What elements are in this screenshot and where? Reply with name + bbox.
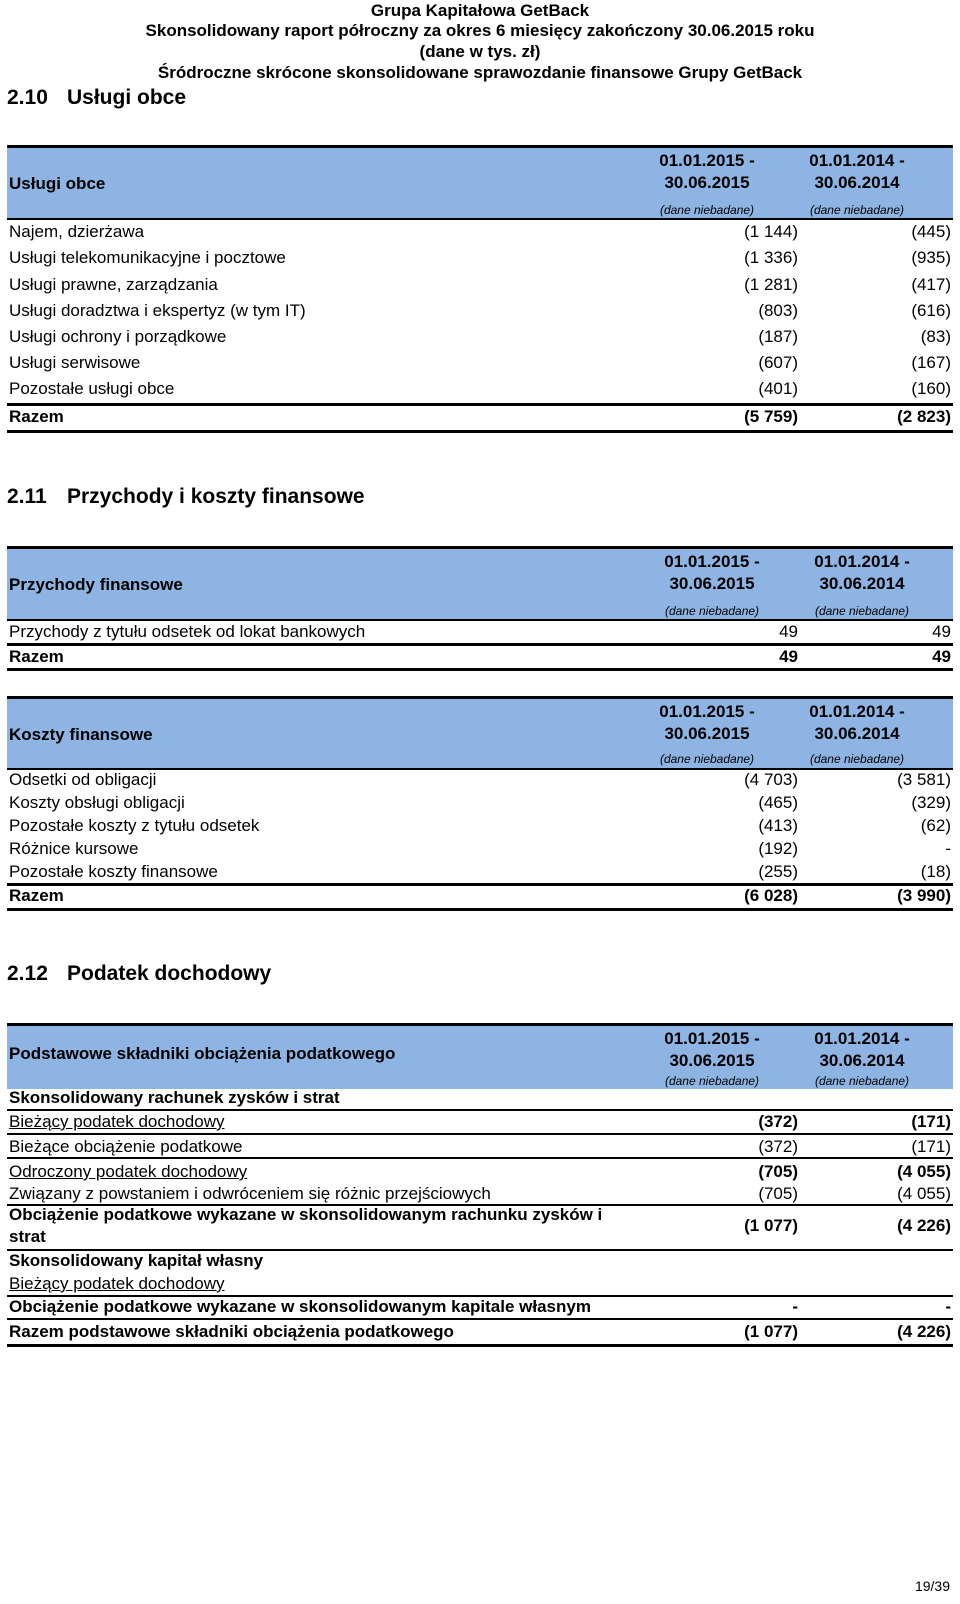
report-company: Grupa Kapitałowa GetBack	[370, 1, 590, 20]
row-value-2015: (372)	[758, 1112, 798, 1131]
row-value-2014: 49	[932, 622, 951, 641]
row-value-2015: (1 077)	[744, 1322, 798, 1341]
table-header	[7, 1023, 953, 1089]
row-value-2014: (171)	[911, 1137, 951, 1156]
row-value-2015: (1 144)	[744, 222, 798, 241]
column-period-start: 01.01.2014 -	[809, 151, 905, 170]
row-label: Usługi doradztwa i ekspertyz (w tym IT)	[9, 301, 306, 320]
row-value-2014: (4 055)	[897, 1184, 951, 1203]
table-header	[7, 696, 953, 770]
row-rule	[7, 1318, 953, 1320]
row-value-2014: (3 581)	[897, 770, 951, 789]
table-row	[7, 1205, 953, 1249]
row-value-2014: (83)	[920, 327, 951, 346]
row-label: Pozostałe usługi obce	[9, 379, 175, 398]
row-value-2014: -	[945, 839, 951, 858]
row-value-2014: (4 226)	[897, 1322, 951, 1341]
column-note-2014: (dane niebadane)	[814, 1074, 910, 1088]
row-value-2014: (616)	[911, 301, 951, 320]
total-rule-bottom	[7, 908, 953, 911]
column-note-2014: (dane niebadane)	[809, 203, 905, 217]
row-rule	[7, 1109, 953, 1111]
row-label: Odsetki od obligacji	[9, 770, 157, 789]
section-number: 2.11	[7, 485, 47, 508]
table-title: Przychody finansowe	[9, 575, 183, 594]
row-label: Bieżący podatek dochodowy	[9, 1274, 225, 1293]
row-value-2014: (18)	[920, 862, 951, 881]
row-value-2015: (465)	[758, 793, 798, 812]
total-rule-bottom	[7, 668, 953, 671]
row-label: Odroczony podatek dochodowy	[9, 1162, 248, 1181]
row-label: Usługi prawne, zarządzania	[9, 275, 218, 294]
column-period-end: 30.06.2015	[669, 1051, 755, 1070]
row-label: Usługi serwisowe	[9, 353, 141, 372]
row-value-2014: (160)	[911, 379, 951, 398]
column-note-2014: (dane niebadane)	[809, 752, 905, 766]
report-units: (dane w tys. zł)	[419, 42, 541, 61]
row-value-2014: (4 055)	[897, 1162, 951, 1181]
row-label: Razem	[9, 647, 64, 666]
column-period-start: 01.01.2014 -	[814, 1029, 910, 1048]
page-number: 19/39	[914, 1578, 950, 1594]
column-header-2015	[627, 701, 787, 745]
row-label: Skonsolidowany kapitał własny	[9, 1251, 264, 1270]
row-label: Usługi telekomunikacyjne i pocztowe	[9, 248, 286, 267]
column-header-2014	[777, 150, 937, 194]
column-note-2015: (dane niebadane)	[659, 203, 755, 217]
report-subtitle: Śródroczne skrócone skonsolidowane sprawozdanie finansowe Grupy GetBack	[157, 63, 803, 82]
row-value-2014: (417)	[911, 275, 951, 294]
column-period-start: 01.01.2015 -	[664, 1029, 760, 1048]
row-label-continued: strat	[9, 1227, 46, 1246]
column-note-2014: (dane niebadane)	[814, 604, 910, 618]
total-rule-bottom	[7, 430, 953, 433]
row-label: Pozostałe koszty finansowe	[9, 862, 218, 881]
report-title: Skonsolidowany raport półroczny za okres 6 miesięcy zakończony 30.06.2015 roku	[145, 21, 815, 40]
column-period-end: 30.06.2014	[814, 173, 900, 192]
row-label: Koszty obsługi obligacji	[9, 793, 185, 812]
row-value-2014: (329)	[911, 793, 951, 812]
column-header-2015	[632, 551, 792, 595]
column-period-start: 01.01.2015 -	[664, 552, 760, 571]
column-period-start: 01.01.2014 -	[809, 702, 905, 721]
column-period-start: 01.01.2015 -	[659, 702, 755, 721]
row-label: Pozostałe koszty z tytułu odsetek	[9, 816, 260, 835]
column-period-end: 30.06.2015	[664, 173, 750, 192]
column-header-2015	[627, 150, 787, 194]
row-value-2014: (3 990)	[897, 886, 951, 905]
total-rule-bottom	[7, 1344, 953, 1347]
row-value-2014: (4 226)	[897, 1216, 951, 1235]
row-label: Razem podstawowe składniki obciążenia podatkowego	[9, 1322, 454, 1341]
row-value-2015: (372)	[758, 1137, 798, 1156]
row-value-2015: (705)	[758, 1162, 798, 1181]
section-title: Usługi obce	[67, 86, 187, 109]
section-heading-2-11	[7, 485, 365, 509]
row-value-2015: (4 703)	[744, 770, 798, 789]
row-value-2015: (1 077)	[744, 1216, 798, 1235]
column-period-end: 30.06.2014	[814, 724, 900, 743]
section-number: 2.10	[7, 86, 48, 109]
row-label: Razem	[9, 407, 64, 426]
column-header-2014	[782, 1028, 942, 1072]
column-period-end: 30.06.2015	[669, 574, 755, 593]
row-value-2015: (187)	[758, 327, 798, 346]
section-heading-2-12	[7, 962, 271, 986]
row-label: Różnice kursowe	[9, 839, 139, 858]
row-label: Skonsolidowany rachunek zysków i strat	[9, 1088, 340, 1107]
section-heading-2-10	[7, 86, 186, 110]
row-label: Razem	[9, 886, 64, 905]
total-rule-top	[7, 883, 953, 886]
total-rule-top	[7, 403, 953, 406]
column-period-end: 30.06.2015	[664, 724, 750, 743]
row-value-2014: (445)	[911, 222, 951, 241]
section-title: Podatek dochodowy	[67, 962, 272, 985]
section-title: Przychody i koszty finansowe	[67, 485, 365, 508]
row-value-2015: 49	[779, 647, 798, 666]
column-header-2014	[777, 701, 937, 745]
total-rule-top	[7, 643, 953, 646]
row-value-2015: -	[792, 1297, 798, 1316]
column-header-2015	[632, 1028, 792, 1072]
row-value-2014: (167)	[911, 353, 951, 372]
table-title: Usługi obce	[9, 174, 106, 193]
row-value-2014: 49	[932, 647, 951, 666]
row-label: Bieżący podatek dochodowy	[9, 1112, 225, 1131]
column-header-2014	[782, 551, 942, 595]
row-value-2015: (5 759)	[744, 407, 798, 426]
row-value-2015: (401)	[758, 379, 798, 398]
row-value-2014: -	[945, 1297, 951, 1316]
table-header	[7, 546, 953, 621]
row-label: Bieżące obciążenie podatkowe	[9, 1137, 243, 1156]
row-value-2015: (1 336)	[744, 248, 798, 267]
row-value-2015: (705)	[758, 1184, 798, 1203]
row-label: Obciążenie podatkowe wykazane w skonsolidowanym kapitale własnym	[9, 1297, 591, 1316]
column-period-start: 01.01.2014 -	[814, 552, 910, 571]
row-label: Najem, dzierżawa	[9, 222, 145, 241]
column-period-end: 30.06.2014	[819, 1051, 905, 1070]
row-label: Związany z powstaniem i odwróceniem się różnic przejściowych	[9, 1184, 491, 1203]
row-value-2014: (171)	[911, 1112, 951, 1131]
row-value-2014: (935)	[911, 248, 951, 267]
row-label: Przychody z tytułu odsetek od lokat bankowych	[9, 622, 366, 641]
table-title: Koszty finansowe	[9, 725, 153, 744]
column-period-end: 30.06.2014	[819, 574, 905, 593]
row-value-2015: (192)	[758, 839, 798, 858]
row-value-2015: (6 028)	[744, 886, 798, 905]
row-value-2015: (413)	[758, 816, 798, 835]
row-value-2014: (2 823)	[897, 407, 951, 426]
section-number: 2.12	[7, 962, 48, 985]
row-value-2015: (255)	[758, 862, 798, 881]
table-title: Podstawowe składniki obciążenia podatkowego	[9, 1044, 396, 1063]
row-value-2015: (803)	[758, 301, 798, 320]
row-value-2015: 49	[779, 622, 798, 641]
column-note-2015: (dane niebadane)	[664, 1074, 760, 1088]
row-rule	[7, 1157, 953, 1159]
row-rule	[7, 1133, 953, 1135]
row-value-2014: (62)	[920, 816, 951, 835]
row-value-2015: (1 281)	[744, 275, 798, 294]
column-note-2015: (dane niebadane)	[664, 604, 760, 618]
row-value-2015: (607)	[758, 353, 798, 372]
row-label: Usługi ochrony i porządkowe	[9, 327, 227, 346]
column-period-start: 01.01.2015 -	[659, 151, 755, 170]
row-label: Obciążenie podatkowe wykazane w skonsolidowanym rachunku zysków i	[9, 1205, 603, 1224]
column-note-2015: (dane niebadane)	[659, 752, 755, 766]
table-header	[7, 145, 953, 220]
